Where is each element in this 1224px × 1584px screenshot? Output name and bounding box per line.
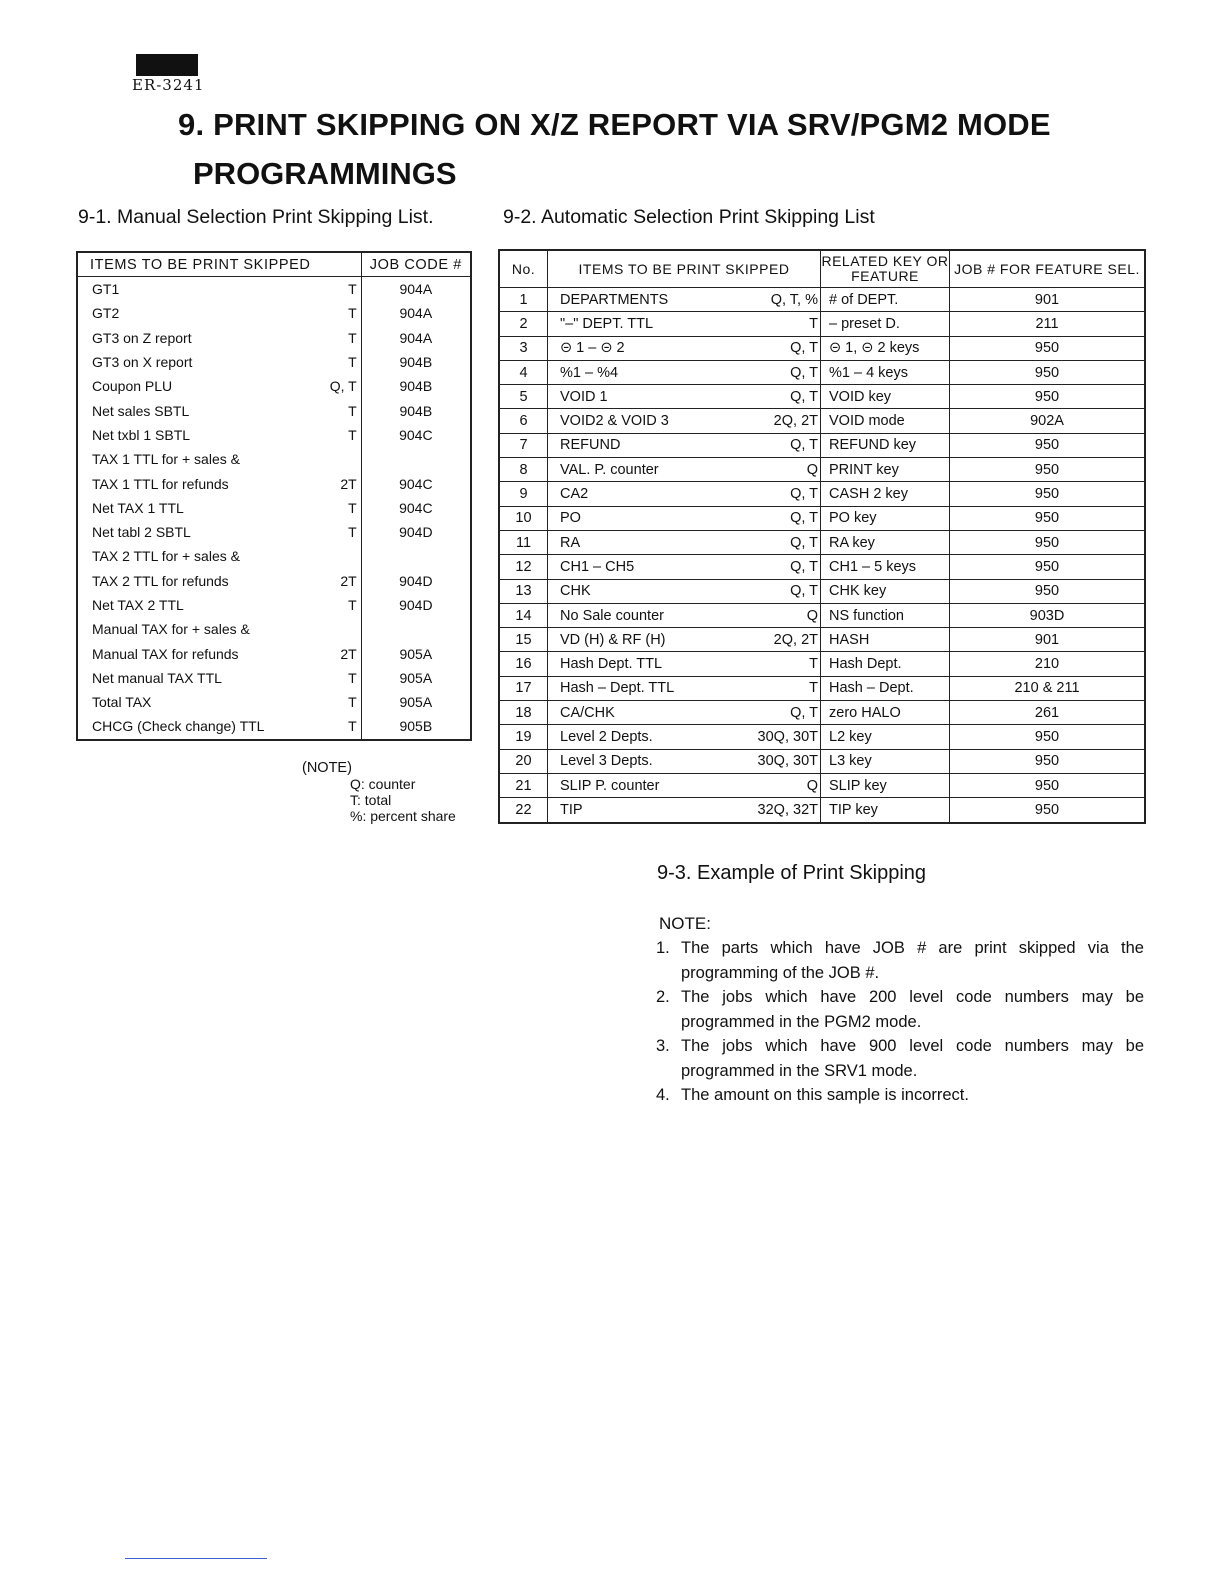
automatic-table-row bbox=[499, 701, 1145, 725]
manual-code-cell: 904B bbox=[399, 402, 433, 419]
automatic-table-row bbox=[499, 628, 1145, 652]
automatic-table-row bbox=[499, 725, 1145, 749]
auto-job-cell: 950 bbox=[950, 773, 1146, 797]
manual-code-cell: 904D bbox=[399, 572, 433, 589]
auto-no-cell: 2 bbox=[499, 312, 548, 336]
automatic-table-row bbox=[499, 433, 1145, 457]
auto-key-cell: Hash Dept. bbox=[821, 652, 950, 676]
auto-job-cell: 901 bbox=[950, 628, 1146, 652]
example-note-item bbox=[656, 1034, 1144, 1083]
manual-item-cell: Manual TAX for + sales & bbox=[92, 621, 250, 638]
manual-flag-cell: T bbox=[297, 714, 362, 739]
auto-job-cell: 211 bbox=[950, 312, 1146, 336]
auto-item-cell: Hash Dept. TTL bbox=[548, 652, 749, 676]
auto-key-cell: %1 – 4 keys bbox=[821, 360, 950, 384]
auto-no-cell: 5 bbox=[499, 385, 548, 409]
auto-no-cell: 4 bbox=[499, 360, 548, 384]
auto-key-cell: PRINT key bbox=[821, 458, 950, 482]
auto-item-cell: CH1 – CH5 bbox=[548, 555, 749, 579]
auto-no-cell: 3 bbox=[499, 336, 548, 360]
auto-item-cell: CHK bbox=[548, 579, 749, 603]
auto-job-cell: 950 bbox=[950, 555, 1146, 579]
example-note-item bbox=[656, 985, 1144, 1034]
manual-item-cell: Net manual TAX TTL bbox=[92, 669, 222, 686]
auto-flag-cell: Q, T bbox=[748, 530, 821, 554]
manual-item-cell: CHCG (Check change) TTL bbox=[92, 718, 265, 735]
auto-job-cell: 901 bbox=[950, 288, 1146, 312]
manual-item-cell: Net tabl 2 SBTL bbox=[92, 524, 191, 541]
auto-key-cell: L3 key bbox=[821, 749, 950, 773]
auto-no-cell: 16 bbox=[499, 652, 548, 676]
note-label: (NOTE) bbox=[302, 760, 352, 776]
manual-flag-cell: T bbox=[297, 496, 362, 520]
manual-table-row bbox=[77, 423, 471, 447]
auto-flag-cell: T bbox=[748, 676, 821, 700]
automatic-table-row bbox=[499, 312, 1145, 336]
auto-job-cell: 903D bbox=[950, 603, 1146, 627]
manual-table-row bbox=[77, 569, 471, 593]
automatic-table-row bbox=[499, 652, 1145, 676]
auto-key-cell: zero HALO bbox=[821, 701, 950, 725]
auto-item-cell: RA bbox=[548, 530, 749, 554]
auto-key-cell: PO key bbox=[821, 506, 950, 530]
automatic-table-row bbox=[499, 409, 1145, 433]
auto-no-cell: 18 bbox=[499, 701, 548, 725]
auto-item-cell: CA/CHK bbox=[548, 701, 749, 725]
auto-flag-cell: Q, T bbox=[748, 433, 821, 457]
manual-code-cell bbox=[361, 617, 471, 641]
auto-job-cell: 950 bbox=[950, 482, 1146, 506]
auto-job-cell: 950 bbox=[950, 725, 1146, 749]
automatic-table-row bbox=[499, 288, 1145, 312]
auto-no-cell: 13 bbox=[499, 579, 548, 603]
auto-key-cell: CASH 2 key bbox=[821, 482, 950, 506]
model-number: ER-3241 bbox=[132, 76, 205, 94]
auto-flag-cell: 30Q, 30T bbox=[748, 725, 821, 749]
auto-key-cell: VOID mode bbox=[821, 409, 950, 433]
manual-flag-cell: T bbox=[297, 326, 362, 350]
manual-flag-cell bbox=[297, 617, 362, 641]
manual-flag-cell: T bbox=[297, 690, 362, 714]
example-section-title: 9-3. Example of Print Skipping bbox=[657, 862, 927, 884]
automatic-table-row bbox=[499, 555, 1145, 579]
example-note-item bbox=[656, 936, 1144, 985]
auto-item-cell: VAL. P. counter bbox=[548, 458, 749, 482]
auto-header-key: RELATED KEY OR FEATURE bbox=[821, 250, 950, 288]
auto-key-cell: SLIP key bbox=[821, 773, 950, 797]
automatic-table-row bbox=[499, 360, 1145, 384]
auto-job-cell: 902A bbox=[950, 409, 1146, 433]
auto-item-cell: CA2 bbox=[548, 482, 749, 506]
auto-item-cell: SLIP P. counter bbox=[548, 773, 749, 797]
auto-flag-cell: T bbox=[748, 312, 821, 336]
manual-code-cell: 905B bbox=[399, 718, 433, 735]
auto-job-cell: 950 bbox=[950, 749, 1146, 773]
manual-header-job-code: JOB CODE # bbox=[361, 252, 471, 277]
manual-code-cell: 904B bbox=[399, 354, 433, 371]
manual-item-cell: TAX 2 TTL for + sales & bbox=[92, 548, 240, 565]
example-note-text: The amount on this sample is incorrect. bbox=[681, 1086, 969, 1104]
auto-job-cell: 950 bbox=[950, 530, 1146, 554]
manual-code-cell: 905A bbox=[399, 645, 433, 662]
manual-flag-cell: T bbox=[297, 593, 362, 617]
auto-item-cell: PO bbox=[548, 506, 749, 530]
manual-flag-cell: T bbox=[297, 350, 362, 374]
auto-no-cell: 15 bbox=[499, 628, 548, 652]
auto-job-cell: 210 bbox=[950, 652, 1146, 676]
note-counter: Q: counter bbox=[350, 776, 416, 792]
auto-flag-cell: 32Q, 32T bbox=[748, 798, 821, 823]
manual-code-cell: 904C bbox=[399, 426, 433, 443]
auto-item-cell: "–" DEPT. TTL bbox=[548, 312, 749, 336]
auto-flag-cell: 2Q, 2T bbox=[748, 628, 821, 652]
page-title-line-1: 9. PRINT SKIPPING ON X/Z REPORT VIA SRV/PGM2 MODE bbox=[178, 107, 1051, 142]
automatic-table-row bbox=[499, 579, 1145, 603]
manual-table-header-row bbox=[77, 252, 471, 277]
automatic-table-row bbox=[499, 530, 1145, 554]
example-note-text: The parts which have JOB # are print skipped via the programming of the JOB #. bbox=[681, 939, 1144, 982]
example-note-number: 2. bbox=[656, 988, 670, 1006]
auto-job-cell: 950 bbox=[950, 579, 1146, 603]
auto-no-cell: 12 bbox=[499, 555, 548, 579]
auto-no-cell: 9 bbox=[499, 482, 548, 506]
auto-flag-cell: Q bbox=[748, 458, 821, 482]
manual-flag-cell: T bbox=[297, 666, 362, 690]
auto-item-cell: Hash – Dept. TTL bbox=[548, 676, 749, 700]
auto-job-cell: 950 bbox=[950, 433, 1146, 457]
footer-divider bbox=[125, 1558, 267, 1559]
manual-code-cell: 904B bbox=[399, 378, 433, 395]
auto-key-cell: VOID key bbox=[821, 385, 950, 409]
auto-header-items: ITEMS TO BE PRINT SKIPPED bbox=[548, 250, 821, 288]
auto-item-cell: DEPARTMENTS bbox=[548, 288, 749, 312]
manual-code-cell: 904A bbox=[399, 281, 433, 298]
automatic-table-row bbox=[499, 603, 1145, 627]
manual-flag-cell: T bbox=[297, 277, 362, 302]
auto-key-cell: – preset D. bbox=[821, 312, 950, 336]
manual-item-cell: TAX 1 TTL for + sales & bbox=[92, 451, 240, 468]
auto-key-cell: # of DEPT. bbox=[821, 288, 950, 312]
auto-job-cell: 950 bbox=[950, 385, 1146, 409]
auto-flag-cell: Q, T bbox=[748, 360, 821, 384]
manual-item-cell: Coupon PLU bbox=[92, 378, 173, 395]
auto-key-cell: RA key bbox=[821, 530, 950, 554]
auto-job-cell: 210 & 211 bbox=[950, 676, 1146, 700]
manual-table-row bbox=[77, 398, 471, 422]
manual-header-items: ITEMS TO BE PRINT SKIPPED bbox=[77, 252, 361, 277]
manual-flag-cell bbox=[297, 447, 362, 471]
auto-no-cell: 19 bbox=[499, 725, 548, 749]
auto-flag-cell: Q, T bbox=[748, 336, 821, 360]
manual-table-row bbox=[77, 641, 471, 665]
manual-item-cell: Manual TAX for refunds bbox=[92, 645, 239, 662]
example-note-text: The jobs which have 200 level code numbers may be programmed in the PGM2 mode. bbox=[681, 988, 1144, 1031]
auto-job-cell: 261 bbox=[950, 701, 1146, 725]
auto-key-cell: NS function bbox=[821, 603, 950, 627]
manual-item-cell: Net sales SBTL bbox=[92, 402, 190, 419]
manual-flag-cell: 2T bbox=[297, 569, 362, 593]
automatic-skip-table bbox=[498, 249, 1146, 824]
auto-job-cell: 950 bbox=[950, 506, 1146, 530]
manual-item-cell: Total TAX bbox=[92, 694, 152, 711]
manual-section-title: 9-1. Manual Selection Print Skipping List. bbox=[78, 206, 434, 228]
auto-header-no: No. bbox=[499, 250, 548, 288]
auto-flag-cell: T bbox=[748, 652, 821, 676]
auto-key-cell: L2 key bbox=[821, 725, 950, 749]
auto-flag-cell: Q, T bbox=[748, 385, 821, 409]
auto-no-cell: 7 bbox=[499, 433, 548, 457]
automatic-table-row bbox=[499, 676, 1145, 700]
auto-header-job: JOB # FOR FEATURE SEL. bbox=[950, 250, 1146, 288]
automatic-table-row bbox=[499, 385, 1145, 409]
auto-item-cell: Level 2 Depts. bbox=[548, 725, 749, 749]
manual-code-cell: 904C bbox=[399, 499, 433, 516]
auto-no-cell: 11 bbox=[499, 530, 548, 554]
auto-key-cell: TIP key bbox=[821, 798, 950, 823]
auto-flag-cell: 30Q, 30T bbox=[748, 749, 821, 773]
manual-item-cell: Net TAX 1 TTL bbox=[92, 499, 184, 516]
page-title-line-2: PROGRAMMINGS bbox=[193, 156, 457, 191]
note-total: T: total bbox=[350, 792, 392, 808]
auto-no-cell: 21 bbox=[499, 773, 548, 797]
manual-code-cell: 904A bbox=[399, 305, 433, 322]
example-notes-list bbox=[656, 936, 1144, 1108]
manual-table-row bbox=[77, 593, 471, 617]
manual-table-row bbox=[77, 714, 471, 739]
manual-flag-cell: T bbox=[297, 423, 362, 447]
example-note-label: NOTE: bbox=[659, 914, 711, 933]
auto-no-cell: 10 bbox=[499, 506, 548, 530]
auto-item-cell: VOID 1 bbox=[548, 385, 749, 409]
auto-job-cell: 950 bbox=[950, 798, 1146, 823]
header-black-block bbox=[136, 54, 198, 76]
manual-code-cell: 904D bbox=[399, 524, 433, 541]
manual-table-row bbox=[77, 617, 471, 641]
example-note-number: 4. bbox=[656, 1086, 670, 1104]
manual-item-cell: GT2 bbox=[92, 305, 120, 322]
auto-item-cell: VOID2 & VOID 3 bbox=[548, 409, 749, 433]
manual-table-row bbox=[77, 301, 471, 325]
example-note-number: 1. bbox=[656, 939, 670, 957]
manual-skip-table bbox=[76, 251, 472, 741]
manual-item-cell: GT3 on Z report bbox=[92, 329, 192, 346]
example-note-text: The jobs which have 900 level code numbers may be programmed in the SRV1 mode. bbox=[681, 1037, 1144, 1080]
automatic-section-title: 9-2. Automatic Selection Print Skipping List bbox=[503, 206, 875, 228]
manual-flag-cell: Q, T bbox=[297, 374, 362, 398]
auto-key-cell: HASH bbox=[821, 628, 950, 652]
auto-item-cell: No Sale counter bbox=[548, 603, 749, 627]
manual-flag-cell bbox=[297, 544, 362, 568]
auto-item-cell: REFUND bbox=[548, 433, 749, 457]
manual-code-cell: 904D bbox=[399, 597, 433, 613]
auto-no-cell: 14 bbox=[499, 603, 548, 627]
auto-item-cell: TIP bbox=[548, 798, 749, 823]
auto-item-cell: VD (H) & RF (H) bbox=[548, 628, 749, 652]
auto-key-cell: REFUND key bbox=[821, 433, 950, 457]
auto-job-cell: 950 bbox=[950, 458, 1146, 482]
manual-flag-cell: T bbox=[297, 520, 362, 544]
auto-flag-cell: Q, T bbox=[748, 579, 821, 603]
auto-no-cell: 17 bbox=[499, 676, 548, 700]
automatic-table-row bbox=[499, 749, 1145, 773]
auto-flag-cell: 2Q, 2T bbox=[748, 409, 821, 433]
manual-code-cell: 905A bbox=[399, 669, 433, 686]
auto-flag-cell: Q, T bbox=[748, 701, 821, 725]
manual-table-row bbox=[77, 690, 471, 714]
auto-key-cell: Hash – Dept. bbox=[821, 676, 950, 700]
manual-table-row bbox=[77, 277, 471, 302]
auto-flag-cell: Q, T bbox=[748, 506, 821, 530]
manual-code-cell: 905A bbox=[399, 694, 433, 711]
auto-no-cell: 1 bbox=[499, 288, 548, 312]
example-note-number: 3. bbox=[656, 1037, 670, 1055]
auto-no-cell: 6 bbox=[499, 409, 548, 433]
example-note-item bbox=[656, 1083, 1144, 1108]
manual-table-row bbox=[77, 374, 471, 398]
manual-table-body bbox=[77, 277, 471, 740]
automatic-table-header-row bbox=[499, 250, 1145, 288]
auto-item-cell: %1 – %4 bbox=[548, 360, 749, 384]
auto-flag-cell: Q, T bbox=[748, 482, 821, 506]
auto-job-cell: 950 bbox=[950, 336, 1146, 360]
manual-flag-cell: 2T bbox=[297, 471, 362, 495]
auto-flag-cell: Q bbox=[748, 603, 821, 627]
manual-item-cell: TAX 1 TTL for refunds bbox=[92, 475, 229, 492]
automatic-table-row bbox=[499, 482, 1145, 506]
auto-key-cell: ⊝ 1, ⊝ 2 keys bbox=[821, 336, 950, 360]
manual-table-row bbox=[77, 471, 471, 495]
manual-item-cell: Net TAX 2 TTL bbox=[92, 597, 184, 613]
automatic-table-row bbox=[499, 798, 1145, 823]
auto-item-cell: ⊝ 1 – ⊝ 2 bbox=[548, 336, 749, 360]
manual-flag-cell: T bbox=[297, 398, 362, 422]
auto-flag-cell: Q bbox=[748, 773, 821, 797]
auto-no-cell: 8 bbox=[499, 458, 548, 482]
auto-key-cell: CHK key bbox=[821, 579, 950, 603]
auto-flag-cell: Q, T, % bbox=[748, 288, 821, 312]
auto-job-cell: 950 bbox=[950, 360, 1146, 384]
manual-code-cell: 904A bbox=[399, 329, 433, 346]
auto-flag-cell: Q, T bbox=[748, 555, 821, 579]
automatic-table-row bbox=[499, 336, 1145, 360]
auto-key-cell: CH1 – 5 keys bbox=[821, 555, 950, 579]
manual-item-cell: GT1 bbox=[92, 281, 120, 298]
automatic-table-row bbox=[499, 773, 1145, 797]
auto-no-cell: 20 bbox=[499, 749, 548, 773]
manual-code-cell: 904C bbox=[399, 475, 433, 492]
manual-flag-cell: 2T bbox=[297, 641, 362, 665]
auto-item-cell: Level 3 Depts. bbox=[548, 749, 749, 773]
manual-table-row bbox=[77, 326, 471, 350]
manual-flag-cell: T bbox=[297, 301, 362, 325]
manual-table-row bbox=[77, 447, 471, 471]
auto-no-cell: 22 bbox=[499, 798, 548, 823]
manual-table-row bbox=[77, 350, 471, 374]
note-percent: %: percent share bbox=[350, 808, 456, 824]
manual-table-row bbox=[77, 520, 471, 544]
manual-table-row bbox=[77, 496, 471, 520]
manual-code-cell bbox=[361, 544, 471, 568]
manual-item-cell: Net txbl 1 SBTL bbox=[92, 426, 191, 443]
automatic-table-row bbox=[499, 458, 1145, 482]
manual-table-row bbox=[77, 544, 471, 568]
manual-code-cell bbox=[361, 447, 471, 471]
automatic-table-body bbox=[499, 288, 1145, 823]
manual-item-cell: TAX 2 TTL for refunds bbox=[92, 572, 229, 589]
automatic-table-row bbox=[499, 506, 1145, 530]
manual-item-cell: GT3 on X report bbox=[92, 354, 193, 371]
manual-table-row bbox=[77, 666, 471, 690]
